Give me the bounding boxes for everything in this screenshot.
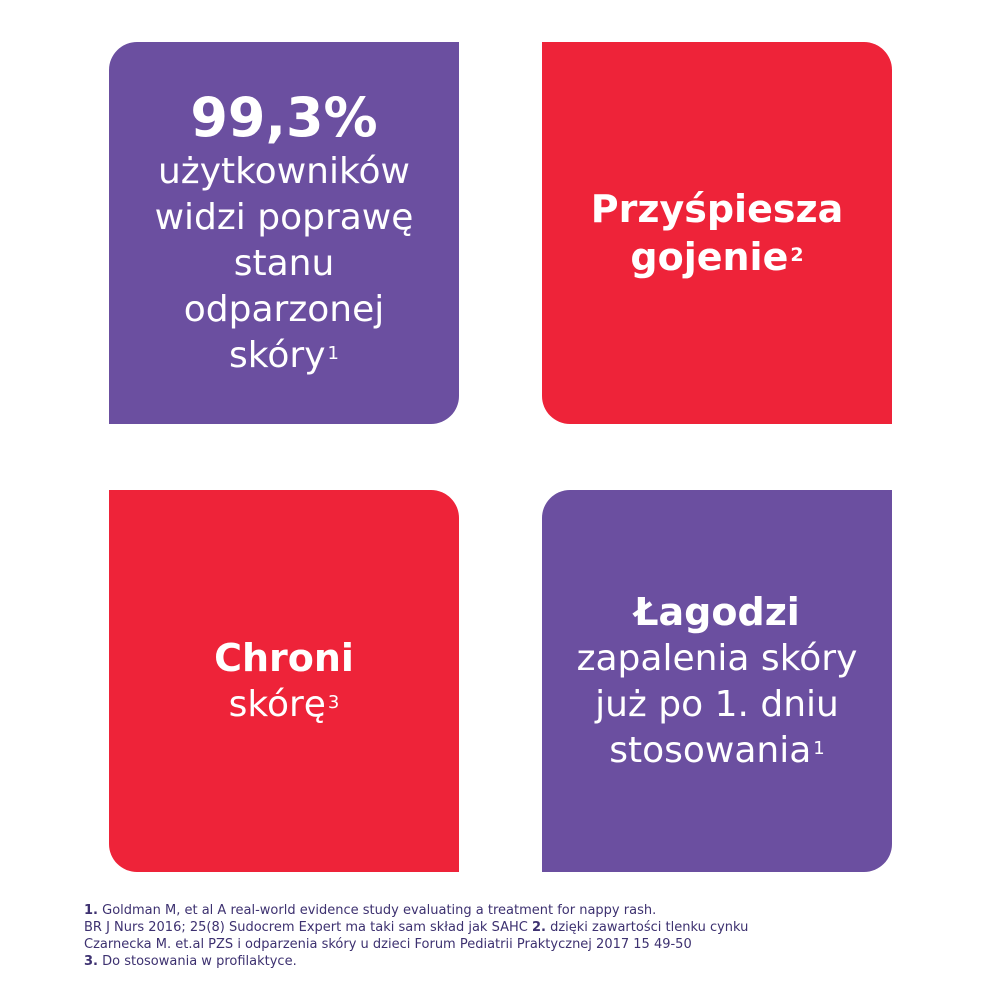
- tile-text-line: zapalenia skóry: [576, 638, 858, 679]
- tile-text-line-with-ref: [229, 682, 340, 728]
- footnote-ref: 1: [813, 738, 825, 759]
- benefit-tile-soothes: [542, 490, 892, 872]
- tile-text-line-with-ref: [229, 333, 339, 379]
- footnote-text: Czarnecka M. et.al PZS i odparzenia skóry u dzieci Forum Pediatrii Praktycznej 2017 15 49-50: [84, 937, 692, 952]
- footnote-text: Do stosowania w profilaktyce.: [97, 954, 297, 969]
- footnote-text: dzięki zawartości tlenku cynku: [545, 920, 749, 935]
- tile-text-line: już po 1. dniu: [595, 684, 839, 725]
- tile-headline: Łagodzi: [634, 590, 800, 634]
- benefit-tile-user-improvement: [109, 42, 459, 424]
- tile-text: stosowania: [609, 730, 812, 771]
- tile-text: gojenie: [630, 235, 789, 279]
- benefit-tile-healing: [542, 42, 892, 424]
- tile-text-line: odparzonej: [183, 289, 385, 330]
- footnote-number: 1.: [84, 903, 98, 918]
- footnote-ref: 2: [790, 244, 804, 266]
- footnote-number: 2.: [531, 920, 546, 935]
- tile-headline-with-ref: [630, 233, 803, 281]
- footnote-text: BR J Nurs 2016; 25(8) Sudocrem Expert ma taki sam skład jak SAHC: [84, 920, 532, 935]
- footnote-line: [84, 902, 964, 919]
- tile-text-line: użytkowników: [157, 151, 411, 192]
- footnote-line: [84, 953, 964, 970]
- tile-text: skórę: [228, 684, 326, 725]
- tile-text: skóry: [229, 335, 326, 376]
- footnote-ref: 3: [327, 692, 340, 713]
- footnote-number: 3.: [84, 954, 98, 969]
- footnote-ref: 1: [327, 343, 339, 364]
- benefit-tile-protect: [109, 490, 459, 872]
- footnotes: [84, 902, 964, 970]
- footnote-line: [84, 919, 964, 936]
- tile-headline: Chroni: [214, 636, 354, 680]
- tile-text-line-with-ref: [609, 728, 825, 774]
- tile-text-line: widzi poprawę: [154, 197, 414, 238]
- tile-text-line: stanu: [233, 243, 335, 284]
- tile-headline: 99,3%: [190, 86, 378, 149]
- footnote-line: [84, 936, 964, 953]
- footnote-text: Goldman M, et al A real-world evidence study evaluating a treatment for nappy rash.: [97, 903, 657, 918]
- tile-headline: Przyśpiesza: [590, 187, 844, 231]
